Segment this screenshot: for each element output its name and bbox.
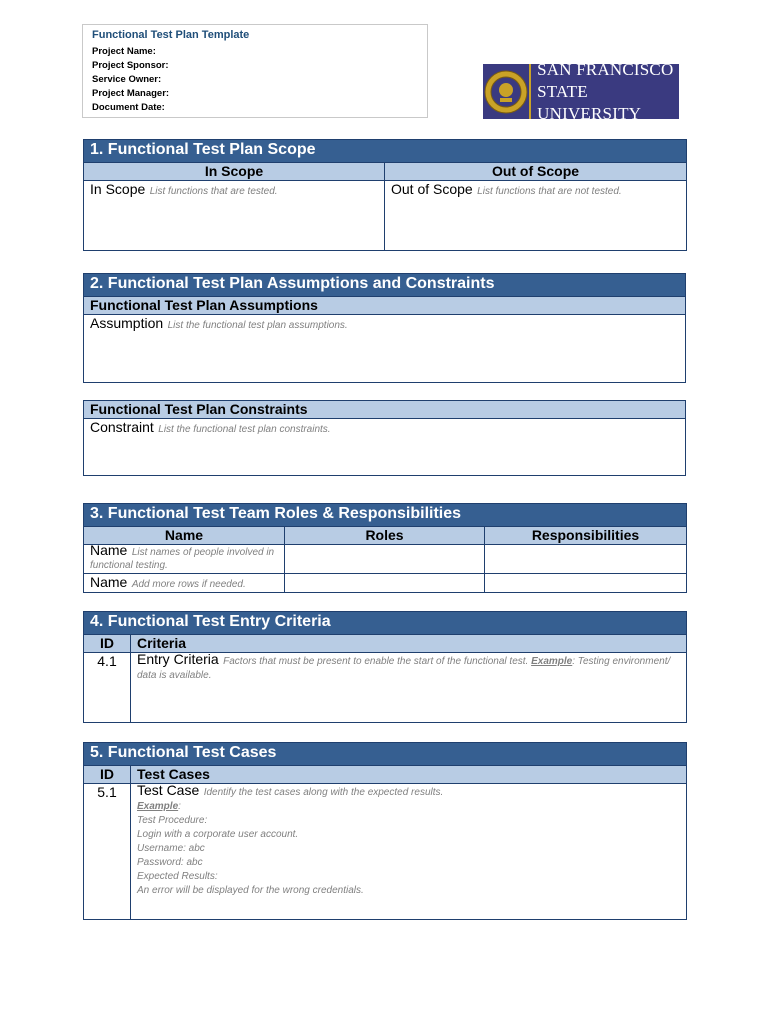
section-1-title: 1. Functional Test Plan Scope	[84, 140, 687, 163]
name-cell-1[interactable]	[84, 542, 285, 574]
test-cases-table	[83, 742, 687, 920]
example-text: Example	[137, 801, 179, 812]
assumptions-header: Functional Test Plan Assumptions	[84, 297, 686, 315]
example-label: Example:	[137, 801, 181, 812]
test-cases-column-header: Test Cases	[131, 766, 687, 784]
criteria-column-header: Criteria	[131, 635, 687, 653]
roles-table	[83, 503, 687, 593]
assumption-cell[interactable]	[84, 315, 686, 383]
example-line: An error will be displayed for the wrong credentials.	[137, 885, 364, 896]
roles-cell-1[interactable]	[285, 545, 485, 574]
section-5-title: 5. Functional Test Cases	[84, 743, 687, 766]
test-case-cell[interactable]	[131, 784, 687, 920]
hint-text-after: : Testing environment/ data is available.	[137, 656, 671, 681]
criteria-id: 4.1	[84, 653, 131, 723]
out-of-scope-hint: List functions that are not tested.	[477, 186, 622, 197]
logo-wordmark	[531, 59, 679, 125]
test-case-hint: Identify the test cases along with the expected results.	[203, 787, 444, 798]
responsibilities-cell-2[interactable]	[485, 574, 687, 593]
hint-text: Factors that must be present to enable the start of the functional test.	[223, 656, 529, 667]
constraint-hint: List the functional test plan constraints.	[158, 424, 331, 435]
document-header	[82, 24, 428, 118]
document-date-label: Document Date:	[92, 102, 165, 113]
entry-criteria-table	[83, 611, 687, 723]
example-line: Expected Results:	[137, 871, 218, 882]
template-title: Functional Test Plan Template	[92, 29, 250, 41]
project-manager-label: Project Manager:	[92, 88, 170, 99]
id-column-header: ID	[84, 635, 131, 653]
roles-cell-2[interactable]	[285, 574, 485, 593]
constraint-label: Constraint	[90, 419, 154, 435]
responsibilities-cell-1[interactable]	[485, 545, 687, 574]
assumption-hint: List the functional test plan assumptions.	[167, 320, 348, 331]
project-sponsor-label: Project Sponsor:	[92, 60, 169, 71]
out-of-scope-cell[interactable]	[385, 181, 687, 251]
id-column-header: ID	[84, 766, 131, 784]
criteria-cell[interactable]	[131, 653, 687, 723]
seal-icon	[483, 64, 529, 119]
name-hint-2: Add more rows if needed.	[131, 579, 246, 590]
in-scope-label: In Scope	[90, 181, 146, 197]
section-2-title: 2. Functional Test Plan Assumptions and Constraints	[84, 274, 686, 297]
name-hint-1: List names of people involved in functional testing.	[90, 547, 275, 571]
entry-criteria-label: Entry Criteria	[137, 651, 219, 667]
university-logo	[483, 59, 679, 123]
section-4-title: 4. Functional Test Entry Criteria	[84, 612, 687, 635]
scope-table	[83, 139, 687, 251]
in-scope-hint: List functions that are tested.	[149, 186, 278, 197]
logo-line-2: STATE UNIVERSITY	[537, 81, 642, 123]
constraints-table	[83, 400, 686, 476]
roles-column-header: Roles	[285, 527, 485, 545]
example-line: Login with a corporate user account.	[137, 829, 299, 840]
example-line: Username: abc	[137, 843, 205, 854]
out-of-scope-header: Out of Scope	[385, 163, 687, 181]
test-case-id: 5.1	[84, 784, 131, 920]
example-line: Test Procedure:	[137, 815, 208, 826]
project-name-label: Project Name:	[92, 46, 156, 57]
name-cell-2[interactable]	[84, 574, 285, 593]
assumption-label: Assumption	[90, 315, 164, 331]
name-label-2: Name	[90, 574, 128, 590]
section-3-title: 3. Functional Test Team Roles & Responsibilities	[84, 504, 687, 527]
test-case-label: Test Case	[137, 782, 200, 798]
constraint-cell[interactable]	[84, 419, 686, 476]
name-column-header: Name	[84, 527, 285, 545]
in-scope-cell[interactable]	[84, 181, 385, 251]
example-line: Password: abc	[137, 857, 203, 868]
constraints-header: Functional Test Plan Constraints	[84, 401, 686, 419]
assumptions-table	[83, 273, 686, 383]
logo-line-1: SAN FRANCISCO	[537, 59, 674, 79]
example-label: Example	[531, 656, 573, 667]
responsibilities-column-header: Responsibilities	[485, 527, 687, 545]
name-label-1: Name	[90, 542, 128, 558]
in-scope-header: In Scope	[84, 163, 385, 181]
out-of-scope-label: Out of Scope	[391, 181, 473, 197]
service-owner-label: Service Owner:	[92, 74, 162, 85]
